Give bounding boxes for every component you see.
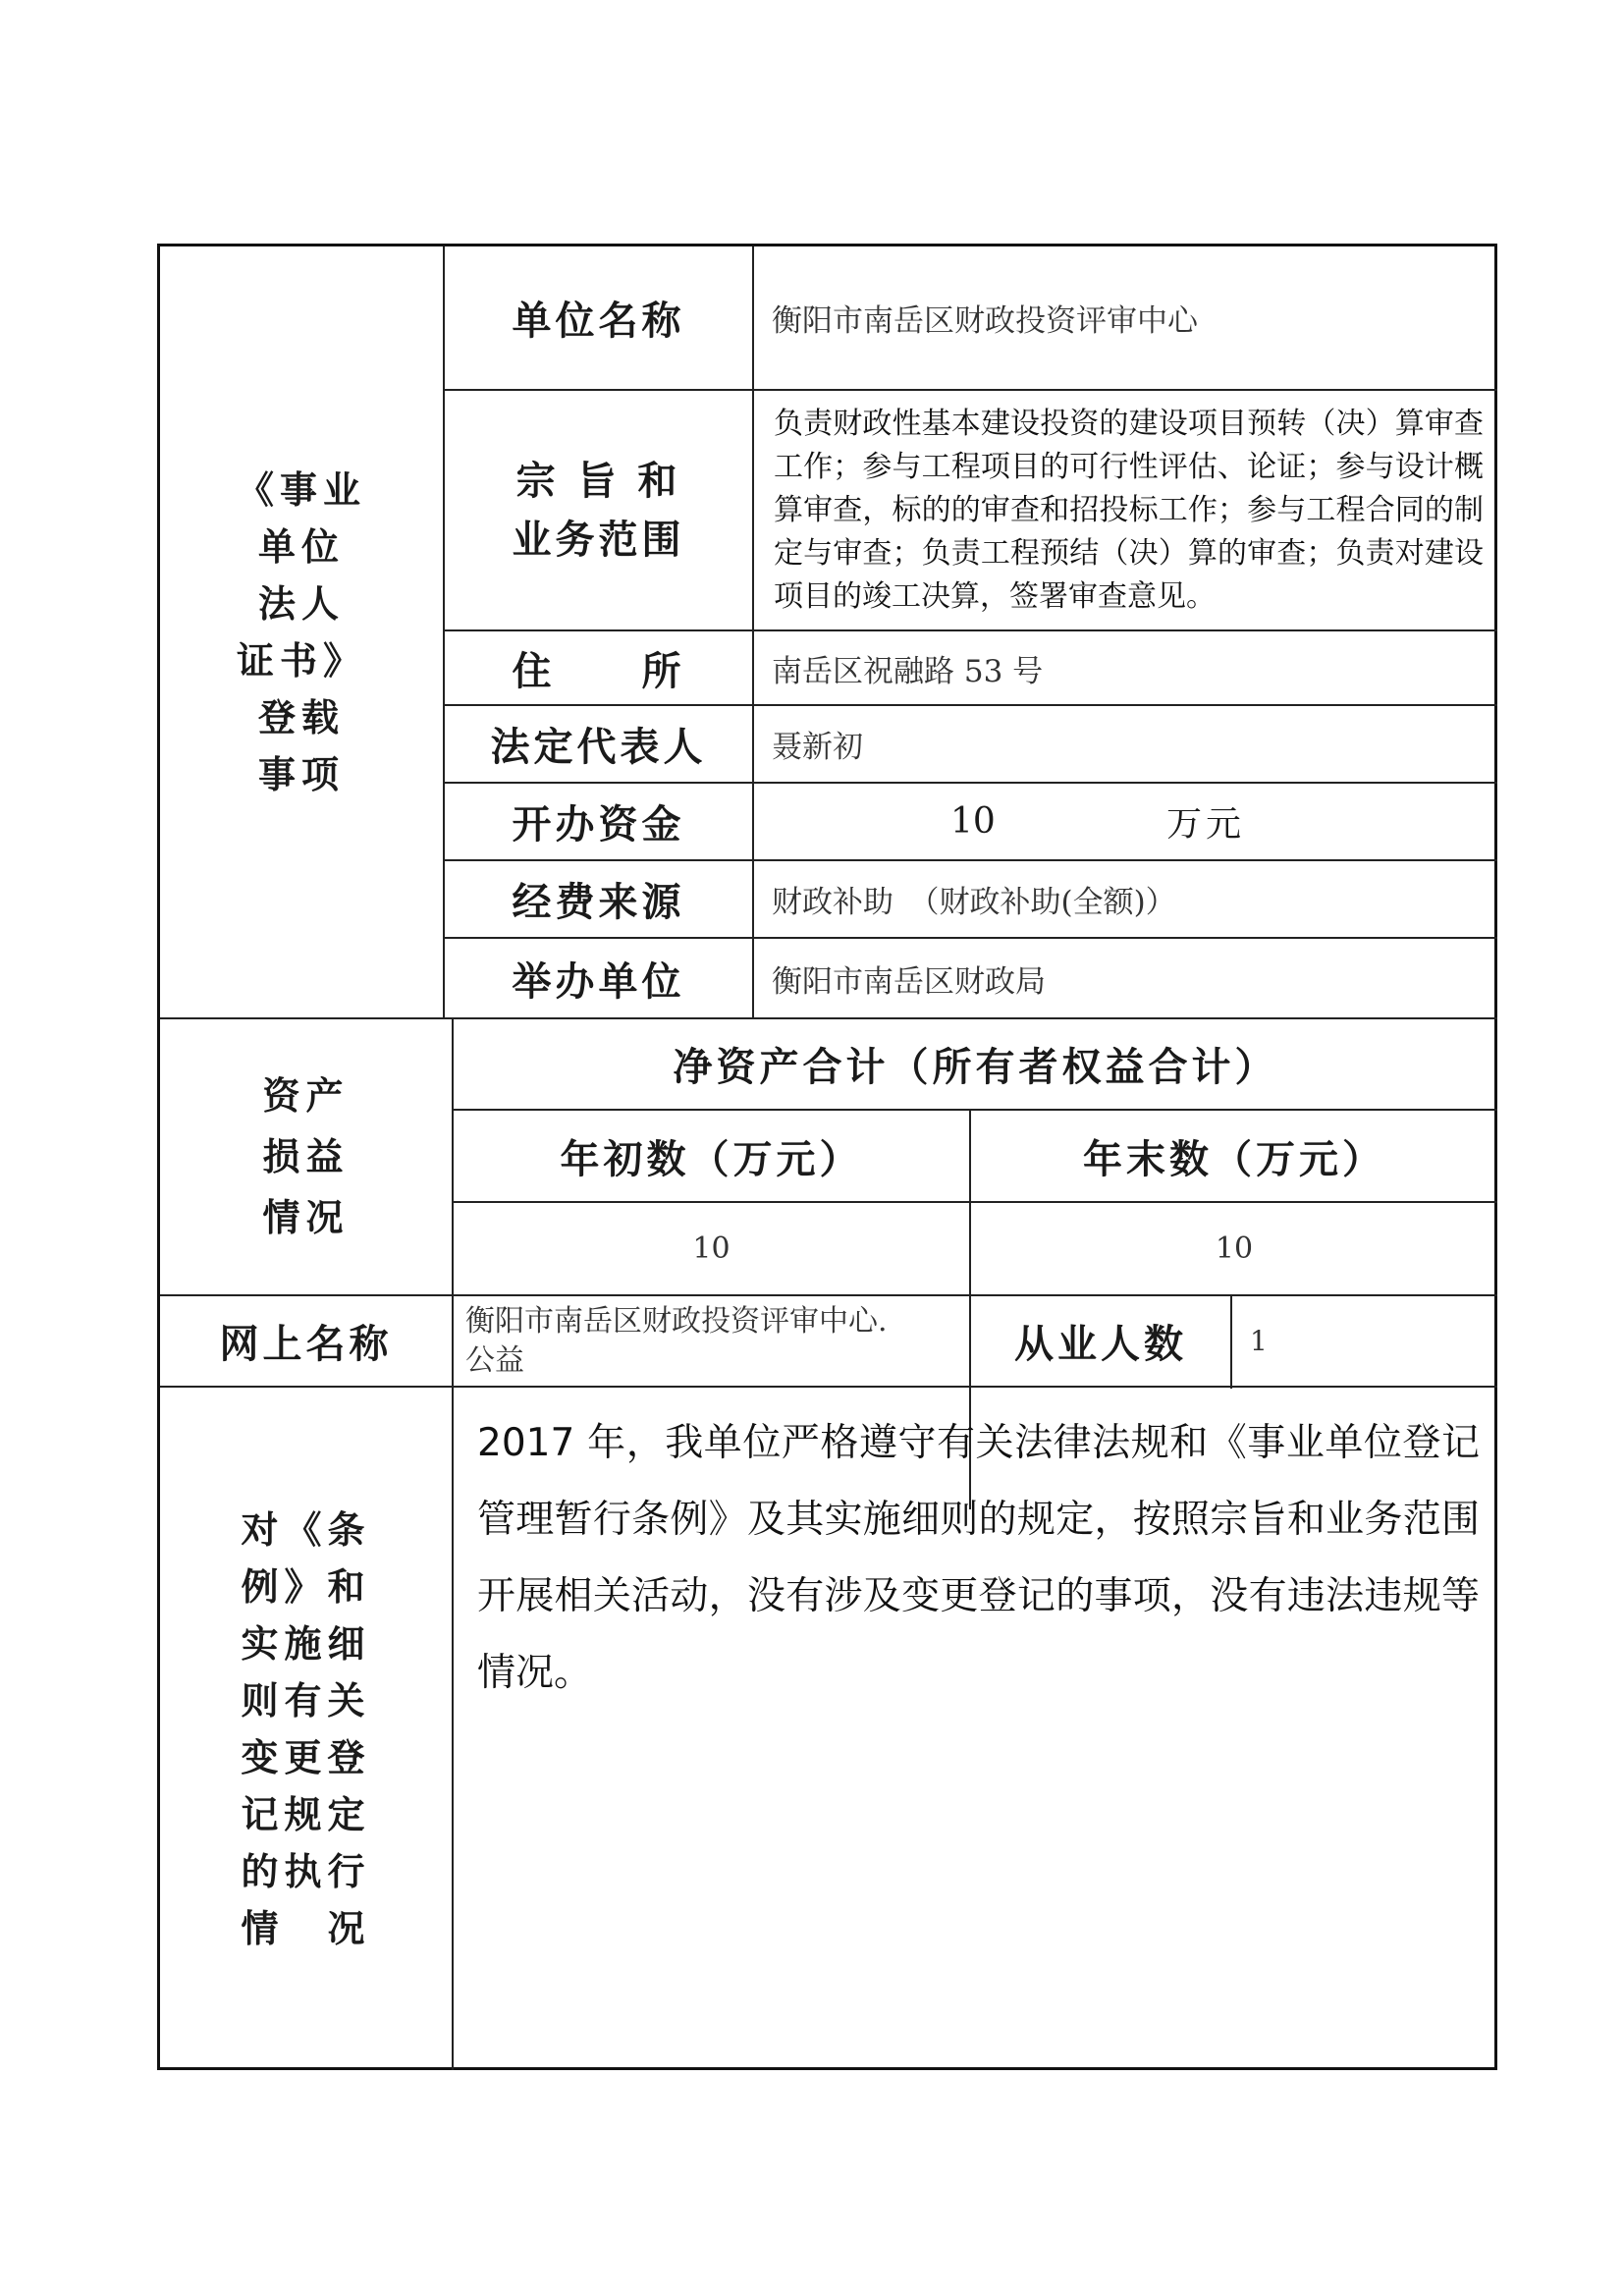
begin-year-value: 10 — [692, 1231, 731, 1266]
purpose-label: 宗 旨 和 业务范围 — [512, 457, 685, 563]
funding-label: 经费来源 — [512, 879, 685, 925]
end-year-value: 10 — [1215, 1231, 1254, 1266]
capital-amount: 10 — [950, 801, 996, 842]
staff-count-value: 1 — [1250, 1325, 1268, 1357]
compliance-side-label: 对《条 例》和 实施细 则有关 变更登 记规定 的执行 情 况 — [241, 1506, 371, 1950]
staff-count-label: 从业人数 — [1014, 1321, 1187, 1367]
capital-unit: 万元 — [1166, 804, 1246, 845]
unit-name-value: 衡阳市南岳区财政投资评审中心 — [772, 303, 1198, 339]
registration-form-table — [157, 244, 1497, 2070]
address-label: 住 所 — [512, 647, 685, 694]
net-assets-header: 净资产合计（所有者权益合计） — [673, 1044, 1278, 1090]
funding-value: 财政补助 （财政补助(全额)） — [772, 885, 1176, 920]
online-name-label: 网上名称 — [219, 1321, 393, 1367]
compliance-text: 2017 年，我单位严格遵守有关法律法规和《事业单位登记管理暂行条例》及其实施细则的规定，按照宗旨和业务范围开展相关活动，没有涉及变更登记的事项，没有违法违规等情况。 — [477, 1421, 1480, 1695]
legal-rep-label: 法定代表人 — [490, 724, 707, 770]
registration-side-label: 《事业 单位 法人 证书》 登载 事项 — [236, 466, 366, 796]
legal-rep-value: 聂新初 — [772, 730, 863, 765]
begin-year-label: 年初数（万元） — [560, 1135, 863, 1182]
unit-name-label: 单位名称 — [512, 298, 685, 344]
end-year-label: 年末数（万元） — [1083, 1135, 1385, 1182]
sponsor-label: 举办单位 — [512, 957, 685, 1005]
assets-side-label: 资产 损益 情况 — [262, 1073, 350, 1239]
sponsor-value: 衡阳市南岳区财政局 — [772, 963, 1046, 1000]
address-value: 南岳区祝融路 53 号 — [772, 653, 1044, 689]
capital-label: 开办资金 — [512, 801, 685, 847]
online-name-value: 衡阳市南岳区财政投资评审中心. 公益 — [465, 1303, 888, 1378]
purpose-value: 负责财政性基本建设投资的建设项目预转（决）算审查工作；参与工程项目的可行性评估、论证；参与设计概算审查，标的的审查和招投标工作；参与工程合同的制定与审查；负责工程预结（决）算的审查；负责对建设项目的竣工决算，签署审查意见。 — [774, 406, 1484, 614]
capital-value — [754, 784, 1497, 859]
